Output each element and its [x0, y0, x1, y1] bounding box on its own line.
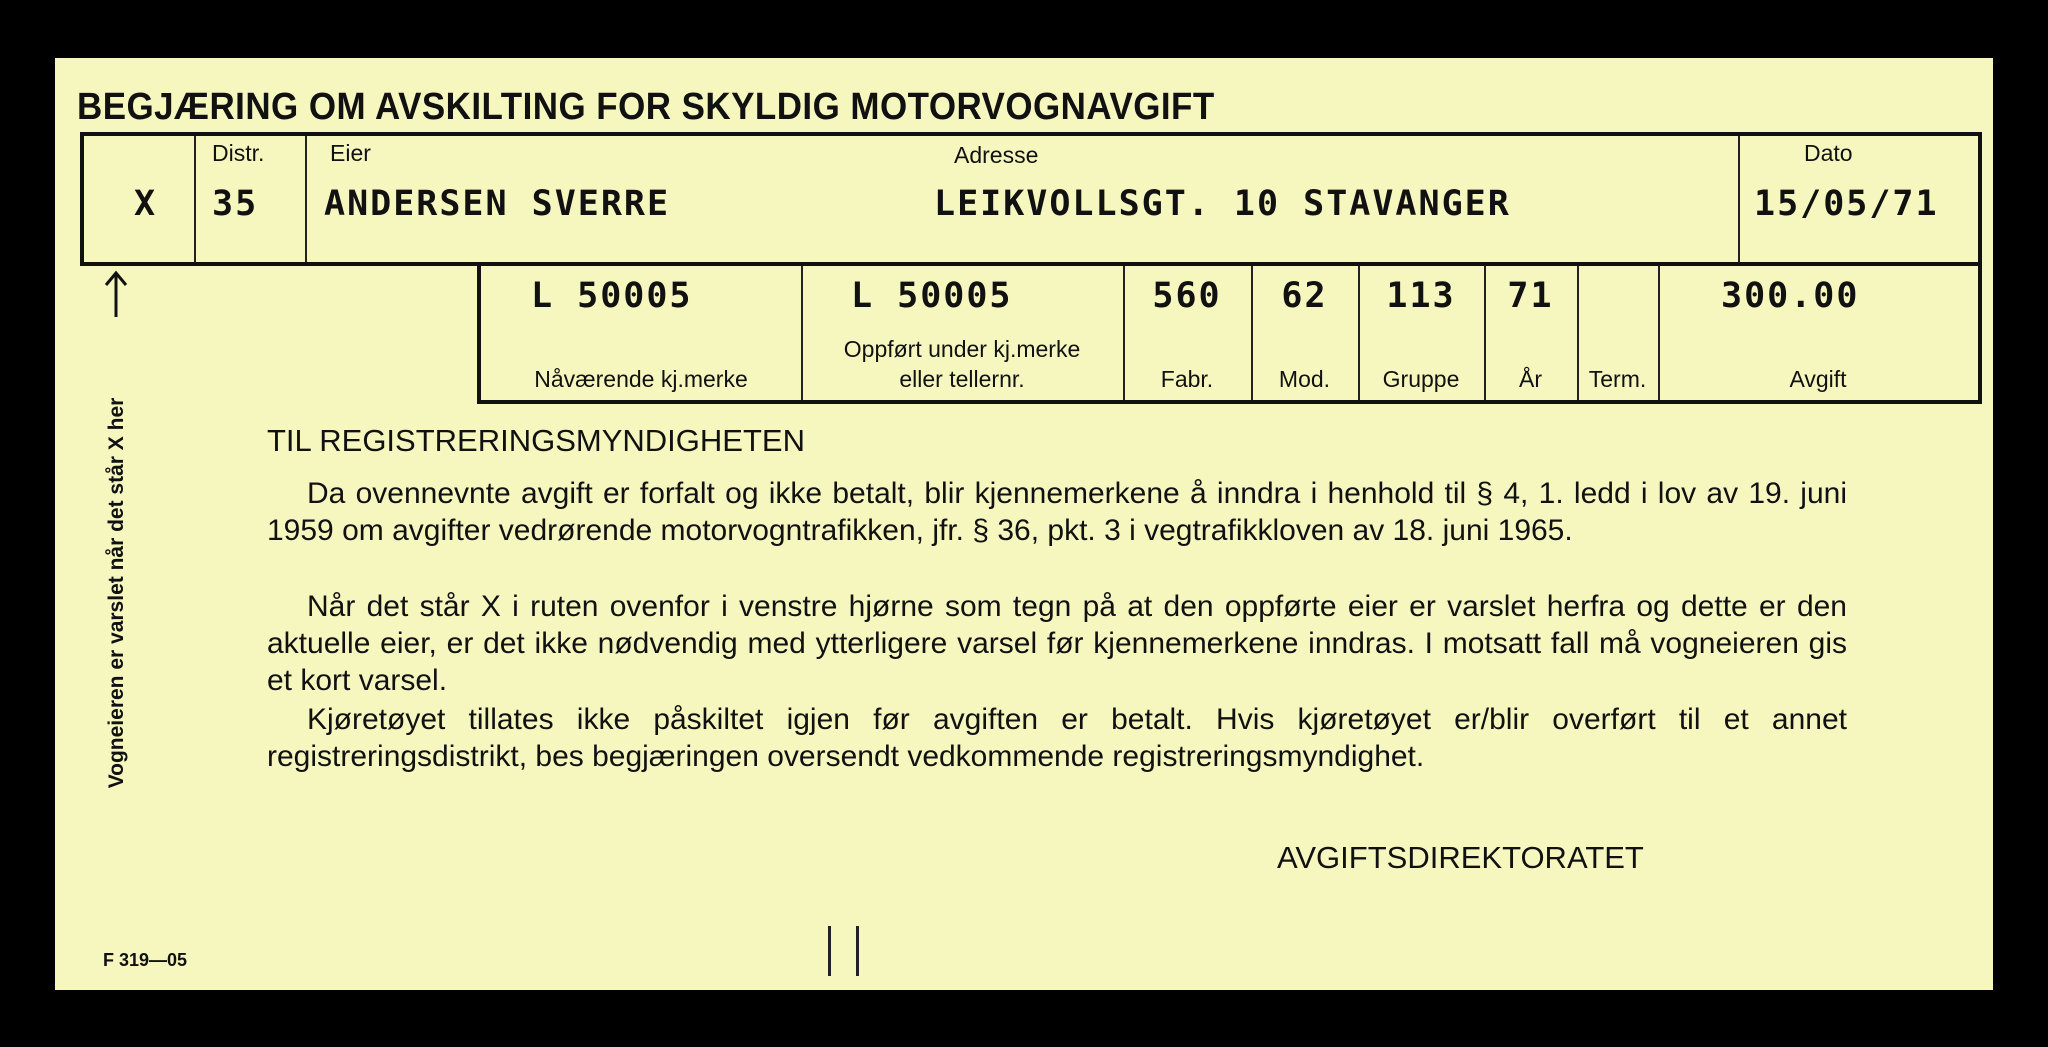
ar-value: 71	[1507, 276, 1554, 316]
divider	[305, 136, 307, 262]
body-paragraph-1: Da ovennevnte avgift er forfalt og ikke betalt, blir kjennemerkene å inndra i henhold til § 4, 1. ledd i lov av 19. juni 1959 om avgifter vedrørende motorvogntrafikken, jfr. § 36, pkt. 3 i vegtrafikkloven av 18. juni 1965.	[267, 477, 1847, 547]
body-heading: TIL REGISTRERINGSMYNDIGHETEN	[267, 423, 805, 458]
mod-value: 62	[1281, 276, 1328, 316]
oppfort-label-2: eller tellernr.	[899, 366, 1025, 392]
owner-box	[80, 132, 1982, 266]
adresse-label: Adresse	[954, 142, 1039, 168]
form-number: F 319—05	[103, 950, 188, 970]
avgift-value: 300.00	[1721, 276, 1860, 316]
navaerende-label: Nåværende kj.merke	[534, 366, 748, 392]
body-paragraph-2: Når det står X i ruten ovenfor i venstre hjørne som tegn på at den oppførte eier er varslet herfra og dette er den aktuelle eier, er det ikke nødvendig med ytterligere varsel før kjennemerkene inndras. I motsatt fall må vogneieren gis et kort varsel.	[267, 590, 1847, 697]
form-title: BEGJÆRING OM AVSKILTING FOR SKYLDIG MOTORVOGNAVGIFT	[77, 86, 1215, 128]
distr-value: 35	[212, 184, 259, 224]
eier-label: Eier	[330, 140, 371, 166]
fold-mark	[828, 926, 831, 976]
eier-value: ANDERSEN SVERRE	[324, 184, 671, 224]
distr-label: Distr.	[212, 140, 265, 166]
dato-value: 15/05/71	[1754, 184, 1939, 224]
vehicle-box	[477, 266, 1982, 404]
fold-mark	[856, 926, 859, 976]
ar-label: År	[1519, 366, 1542, 392]
gruppe-value: 113	[1386, 276, 1456, 316]
avgift-label: Avgift	[1789, 366, 1847, 392]
mod-label: Mod.	[1278, 366, 1331, 392]
oppfort-value: L 50005	[851, 276, 1013, 316]
divider	[194, 136, 196, 262]
form-card	[55, 58, 1993, 990]
dato-label: Dato	[1804, 140, 1853, 166]
adresse-value: LEIKVOLLSGT. 10 STAVANGER	[934, 184, 1511, 224]
fabr-value: 560	[1152, 276, 1222, 316]
fabr-label: Fabr.	[1160, 366, 1214, 392]
navaerende-value: L 50005	[531, 276, 693, 316]
signer: AVGIFTSDIREKTORATET	[1277, 840, 1644, 875]
body-paragraph-3: Kjøretøyet tillates ikke påskiltet igjen før avgiften er betalt. Hvis kjøretøyet er/blir overført til et annet registreringsdistrikt, bes begjæringen oversendt vedkommende registreringsmyndighet.	[267, 703, 1847, 773]
side-note: Vogneieren er varslet når det står X her	[105, 397, 128, 789]
term-label: Term.	[1588, 366, 1647, 392]
divider	[1738, 136, 1740, 262]
up-arrow-icon	[101, 269, 131, 319]
notified-mark: X	[134, 184, 158, 224]
oppfort-label-1: Oppført under kj.merke	[843, 336, 1081, 362]
gruppe-label: Gruppe	[1382, 366, 1460, 392]
